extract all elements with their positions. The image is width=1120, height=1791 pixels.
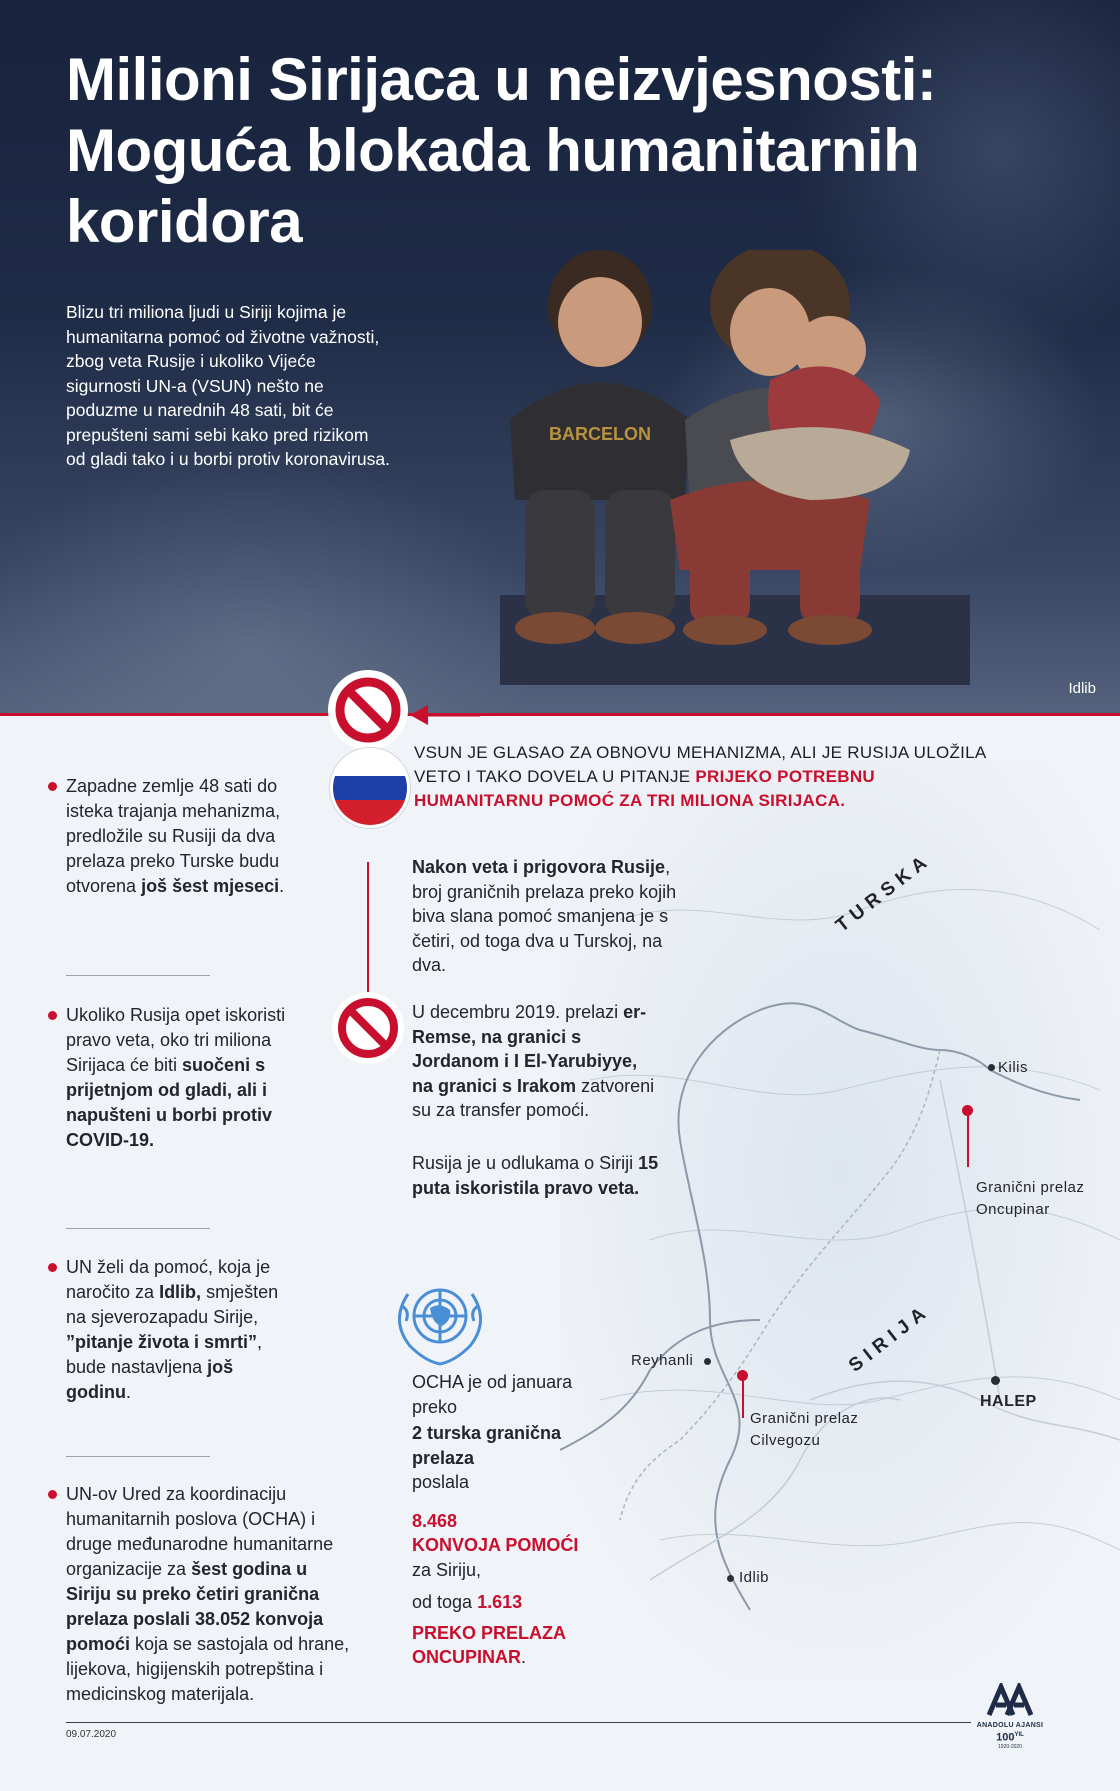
crossing-label-line2: Oncupinar [976, 1201, 1050, 1218]
divider [66, 975, 210, 976]
russia-flag-icon [330, 748, 410, 828]
ocha-convoys-label: KONVOJA POMOĆI [412, 1535, 579, 1555]
bullet-text-end: . [279, 876, 285, 896]
timeline-line [367, 862, 369, 992]
children-illustration [470, 250, 990, 700]
page-title: Milioni Sirijaca u neizvjesnosti: Moguća blokada humanitarnih koridora [66, 46, 937, 255]
bullet-western-proposal [66, 774, 301, 899]
ban-icon [328, 670, 408, 750]
anadolu-logo-icon [987, 1683, 1033, 1717]
country-label-syria: SIRIJA [845, 1300, 935, 1377]
kilis-dot [988, 1064, 995, 1071]
bullet-text: smješten na sjeverozapadu Sirije, [66, 1282, 279, 1327]
bullet-text: UN želi da pomoć, koja je naročito za [66, 1257, 271, 1302]
bullet-dot [48, 782, 57, 791]
photo-caption: Idlib [1068, 680, 1096, 697]
bullet-text-end: koja se sastojala od hrane, lijekova, higijenskih potrepština i medicinskog materijala. [66, 1634, 350, 1704]
idlib-dot [727, 1575, 734, 1582]
december-text [412, 1000, 662, 1123]
after-veto-text [412, 855, 684, 978]
bullet-text-end: . [125, 1382, 131, 1402]
crossing-label-line1: Granični prelaz [976, 1179, 1085, 1196]
oncupinar-crossing-label [976, 1177, 1084, 1221]
bullet-text: Zapadne zemlje 48 sati do isteka trajanja mehanizma, predložile su Rusiji da dva prelaza preko Turske budu otvorena [66, 776, 281, 896]
ocha-of-which: od toga [412, 1592, 473, 1612]
crossing-label-line2: Cilvegozu [750, 1432, 821, 1449]
bullet-dot [48, 1263, 57, 1272]
arrow-left-icon [410, 700, 480, 730]
bullet-veto-threat [66, 1003, 301, 1153]
logo-sub: YIL [1014, 1732, 1024, 1738]
country-label-turkey: TURSKA [832, 849, 936, 937]
ocha-oncupinar-number: 1.613 [477, 1592, 523, 1612]
bullet-bold: suočeni s prijetnjom od gladi, ali i napušteni u borbi protiv COVID-19. [66, 1055, 272, 1150]
vetoes-bold: 15 puta iskoristila pravo veta. [412, 1153, 659, 1198]
hero-photo [0, 0, 1120, 715]
city-label-reyhanli: Reyhanli [631, 1352, 694, 1369]
ocha-oncupinar-label: PREKO PRELAZA ONCUPINAR [412, 1622, 566, 1667]
vetoes-pre: Rusija je u odlukama o Siriji [412, 1153, 639, 1173]
divider [66, 1456, 210, 1457]
bullet-text: Ukoliko Rusija opet iskoristi pravo veta, oko tri miliona Sirijaca će biti [66, 1005, 286, 1075]
city-label-kilis: Kilis [998, 1059, 1029, 1076]
ocha-convoys-number: 8.468 [412, 1510, 458, 1531]
anadolu-agency-logo [975, 1683, 1045, 1783]
publication-date: 09.07.2020 [66, 1729, 117, 1740]
after-veto-bold: Nakon veta i prigovora Rusije [412, 857, 666, 877]
bullet-idlib [66, 1255, 301, 1405]
vetoes-text [412, 1151, 662, 1200]
logo-range: 1920-2020 [998, 1743, 1022, 1750]
halep-dot [991, 1376, 1000, 1385]
red-divider [0, 713, 1120, 716]
veto-banner [414, 741, 1004, 813]
december-bold: er-Remse, na granici s Jordanom i I El-Yarubiyye, na granici s Irakom [412, 1002, 647, 1096]
city-label-halep: HALEP [980, 1393, 1037, 1410]
un-emblem-icon [380, 1266, 500, 1376]
veto-banner-highlight: PRIJEKO POTREBNU HUMANITARNU POMOĆ ZA TRI MILIONA SIRIJACA. [414, 767, 875, 810]
cilvegozu-crossing-label [750, 1408, 858, 1452]
footer-line [66, 1722, 971, 1723]
oncupinar-marker-line [967, 1115, 969, 1167]
ocha-line1: OCHA je od januara preko [412, 1372, 573, 1417]
intro-text: Blizu tri miliona ljudi u Siriji kojima je humanitarna pomoć od životne važnosti, zbog veta Rusije i ukoliko Vijeće sigurnosti UN-a (VSUN) nešto ne poduzme u narednih 48 sati, bit će prepušteni sami sebi kako pred rizikom od gladi tako i u borbi protiv koronavirusa. [66, 302, 390, 469]
cilvegozu-marker-line [742, 1380, 744, 1418]
bullet-text: , bude nastavljena [66, 1332, 263, 1377]
ocha-crossings: 2 turska granična prelaza [412, 1423, 562, 1468]
veto-banner-text: VSUN JE GLASAO ZA OBNOVU MEHANIZMA, ALI JE RUSIJA ULOŽILA VETO I TAKO DOVELA U PITANJE [414, 743, 986, 786]
bullet-dot [48, 1490, 57, 1499]
reyhanli-dot [704, 1358, 711, 1365]
bullet-bold: šest godina u Siriju su preko četiri granična prelaza poslali 38.052 konvoja pomoći [66, 1559, 324, 1654]
shirt-text: BARCELON [549, 424, 651, 444]
ban-icon [332, 992, 404, 1064]
city-label-idlib: Idlib [739, 1569, 770, 1586]
december-post: zatvoreni su za transfer pomoći. [412, 1075, 655, 1120]
logo-name: ANADOLU AJANSI [976, 1722, 1044, 1729]
crossing-label-line1: Granični prelaz [750, 1410, 859, 1427]
bullet-text: UN-ov Ured za koordinaciju humanitarnih poslova (OCHA) i druge međunarodne humanitarne organizacije za [66, 1484, 334, 1579]
divider [66, 1228, 210, 1229]
logo-anniversary [975, 1729, 1045, 1744]
bullet-bold: još godinu [66, 1357, 234, 1402]
december-pre: U decembru 2019. prelazi [412, 1002, 624, 1022]
ocha-oncupinar-line [412, 1621, 602, 1670]
bullet-dot [48, 1011, 57, 1020]
after-veto-rest: , broj graničnih prelaza preko kojih biva slana pomoć smanjena je s četiri, od toga dva u Turskoj, na dva. [412, 857, 677, 975]
bullet-ocha-convoys [66, 1482, 356, 1707]
ocha-stats [412, 1370, 602, 1670]
bullet-bold: ”pitanje života i smrti” [66, 1332, 258, 1352]
logo-years: 100 [996, 1731, 1015, 1744]
bullet-bold: Idlib, [159, 1282, 202, 1302]
ocha-sent: poslala [412, 1472, 470, 1492]
ocha-of-which-line [412, 1590, 602, 1615]
ocha-period: . [521, 1647, 527, 1667]
bullet-bold: još šest mjeseci [141, 876, 280, 896]
ocha-to-syria: za Siriju, [412, 1559, 482, 1580]
